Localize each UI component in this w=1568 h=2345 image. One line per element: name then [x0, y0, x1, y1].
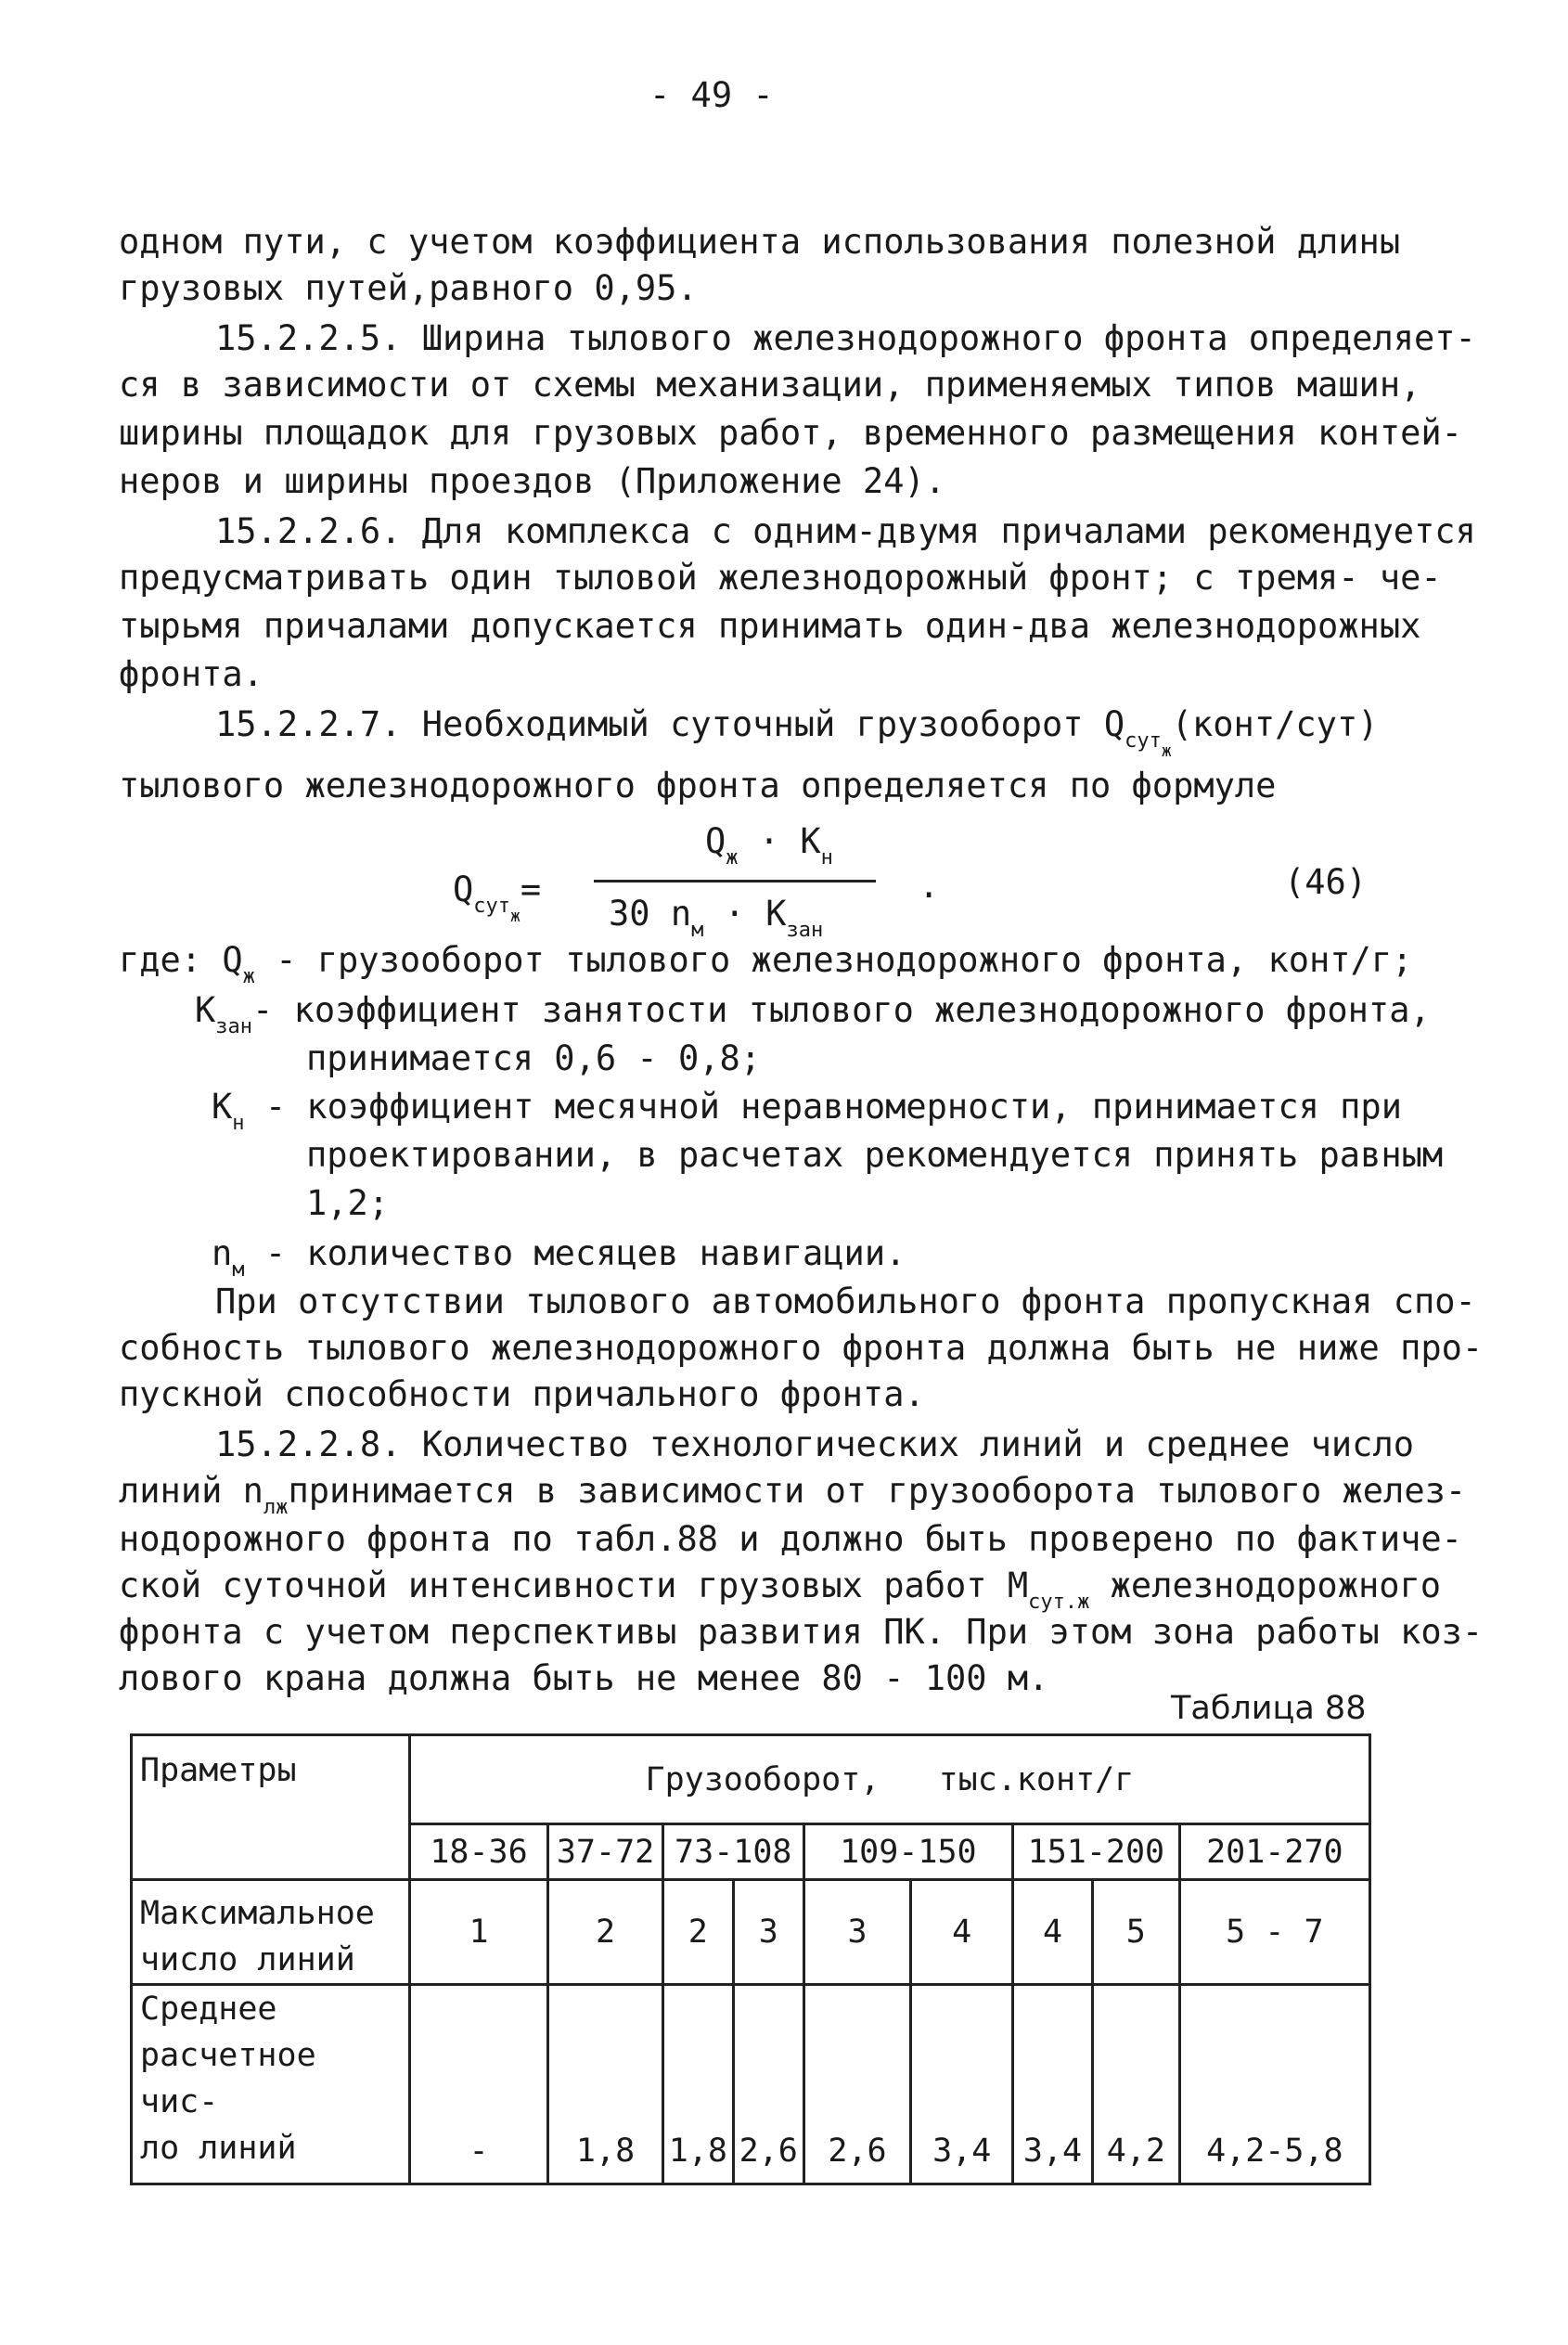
text-line: ской суточной интенсивности грузовых работ $M_{сут.ж}$ железнодорожного: [119, 1565, 1442, 1614]
cell: 2,6: [733, 1985, 803, 2184]
text-line: предусматривать один тыловой железнодорожный фронт; с тремя- че-: [119, 558, 1442, 598]
range-header: 73-108: [662, 1824, 803, 1880]
text-line: 15.2.2.7. Необходимый суточный грузооборот $Q_{сутж}(конт/сут)$: [215, 704, 1379, 761]
definition-line: $K_{зан}-$ коэффициент занятости тылового железнодорожного фронта,: [195, 990, 1431, 1038]
definition-line: $K_н$ - коэффициент месячной неравномерности, принимается при: [212, 1087, 1402, 1135]
range-header: 37-72: [548, 1824, 663, 1880]
text-line: 15.2.2.5. Ширина тылового железнодорожного фронта определяет-: [215, 318, 1476, 358]
cell: 2: [662, 1880, 733, 1985]
range-header: 151-200: [1013, 1824, 1180, 1880]
cell: 3,4: [911, 1985, 1013, 2184]
table-88: [130, 1733, 1371, 2185]
text-line: собность тылового железнодорожного фронта должна быть не ниже про-: [119, 1328, 1484, 1368]
cell: 3,4: [1013, 1985, 1093, 2184]
text-line: грузовых путей,равного 0,95.: [119, 268, 698, 308]
cell: 4,2-5,8: [1179, 1985, 1369, 2184]
range-header: 109-150: [803, 1824, 1012, 1880]
cell: 2,6: [803, 1985, 911, 2184]
table-caption: Таблица 88: [1171, 1690, 1367, 1727]
text-line: 15.2.2.8. Количество технологических линий и среднее число: [215, 1424, 1415, 1464]
cell: 3: [803, 1880, 911, 1985]
text-line: лового крана должна быть не менее 80 - 100 м.: [119, 1658, 1049, 1698]
cell: 5 - 7: [1179, 1880, 1369, 1985]
definition-line: принимается 0,6 - 0,8;: [306, 1038, 762, 1078]
table-row: [132, 1985, 1370, 2184]
text-line: ся в зависимости от схемы механизации, применяемых типов машин,: [119, 365, 1421, 405]
page-number: - 49 -: [649, 75, 774, 115]
text-line: нодорожного фронта по табл.88 и должно быть проверено по фактиче-: [119, 1519, 1462, 1559]
cell: 1: [409, 1880, 547, 1985]
definition-line: 1,2;: [306, 1183, 390, 1223]
formula-period: .: [919, 866, 940, 906]
range-header: 18-36: [409, 1824, 547, 1880]
cell: 5: [1092, 1880, 1179, 1985]
cell: 4,2: [1092, 1985, 1179, 2184]
text-line: 15.2.2.6. Для комплекса с одним-двумя причалами рекомендуется: [215, 511, 1476, 551]
fraction-bar: [594, 880, 876, 883]
formula-number: (46): [1284, 862, 1368, 902]
cell: 3: [733, 1880, 803, 1985]
text-line: одном пути, с учетом коэффициента использования полезной длины: [119, 222, 1401, 262]
text-line: фронта с учетом перспективы развития ПК. При этом зона работы коз-: [119, 1612, 1484, 1652]
text-line: линий $n_{лж}принимается$ в зависимости от грузооборота тылового желез-: [119, 1471, 1467, 1519]
cell: 1,8: [662, 1985, 733, 2184]
table-row: [132, 1880, 1370, 1985]
cell: -: [409, 1985, 547, 2184]
definition-line: проектировании, в расчетах рекомендуется принять равным: [306, 1135, 1444, 1175]
formula-numerator: $Q_ж \cdot K_н$: [705, 821, 833, 870]
text-line: ширины площадок для грузовых работ, временного размещения контей-: [119, 413, 1462, 453]
formula-lhs: $Q_{сутж}=$: [453, 870, 542, 926]
cell: 4: [1013, 1880, 1093, 1985]
cell: 2: [548, 1880, 663, 1985]
header-params: Праметры: [132, 1735, 410, 1880]
cell: 1,8: [548, 1985, 663, 2184]
text-line: тылового железнодорожного фронта определяется по формуле: [119, 766, 1277, 805]
text-line: неров и ширины проездов (Приложение 24).: [119, 461, 946, 501]
text-line: При отсутствии тылового автомобильного фронта пропускная спо-: [215, 1282, 1476, 1321]
row-label: Среднее расчетное чис- ло линий: [132, 1985, 410, 2184]
text-line: тырьмя причалами допускается принимать один-два железнодорожных: [119, 606, 1421, 646]
formula-denominator: 30 $n_м \cdot K_{зан}$: [609, 894, 824, 942]
text-line: пускной способности причального фронта.: [119, 1374, 925, 1414]
definition-line: где: $Q_ж$ - грузооборот тылового железнодорожного фронта, конт/г;: [119, 940, 1413, 988]
row-label: Максимальное число линий: [132, 1880, 410, 1985]
header-group: Грузооборот, тыс.конт/г: [409, 1735, 1369, 1824]
text-line: фронта.: [119, 654, 263, 694]
cell: 4: [911, 1880, 1013, 1985]
range-header: 201-270: [1179, 1824, 1369, 1880]
definition-line: $n_м$ - количество месяцев навигации.: [212, 1233, 906, 1282]
